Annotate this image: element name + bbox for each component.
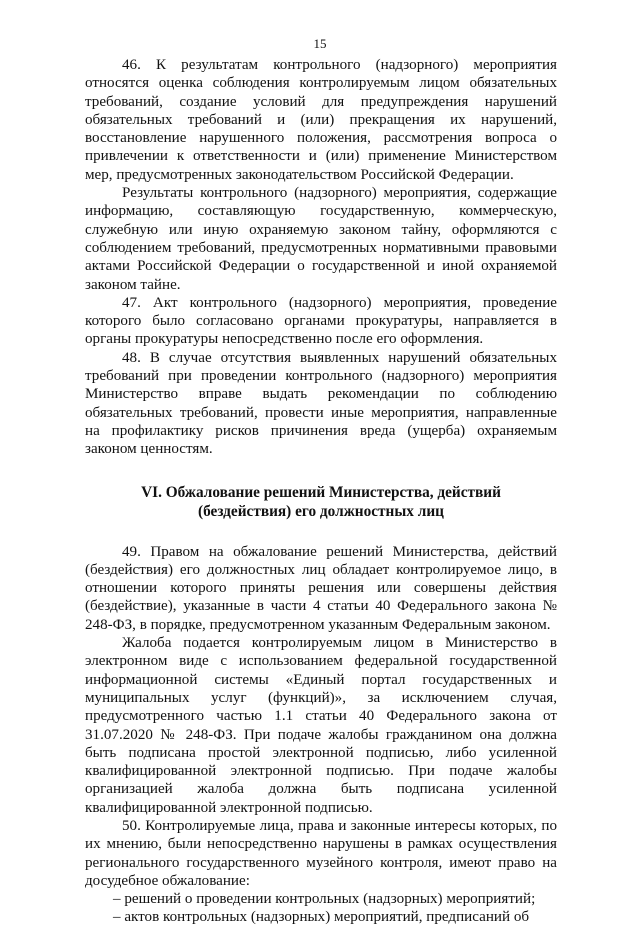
- paragraph-46: 46. К результатам контрольного (надзорного) мероприятия относятся оценка соблюдения контролируемым лицом обязательных требований, создание условий для предупреждения нарушений обязательных требований и (или) прекращения их нарушений, восстановление нарушенного положения, рассмотрения вопроса о привлечении к ответственности и (или) применение Министерством мер, предусмотренных законодательством Российской Федерации.: [85, 57, 557, 183]
- section-heading: [85, 483, 557, 521]
- paragraph-49: 49. Правом на обжалование решений Министерства, действий (бездействия) его должностных лиц обладает контролируемое лицо, в отношении которого приняты решения или совершены действия (бездействие), указанные в части 4 статьи 40 Федерального закона № 248-ФЗ, в порядке, предусмотренном указанным Федеральным законом.: [85, 543, 557, 633]
- page-number: 15: [313, 36, 327, 51]
- section-heading-line1: VI. Обжалование решений Министерства, действий: [141, 483, 501, 501]
- section-heading-line2: (бездействия) его должностных лиц: [197, 502, 444, 520]
- document-body: [85, 56, 557, 927]
- paragraph-48: 48. В случае отсутствия выявленных нарушений обязательных требований при проведении контрольного (надзорного) мероприятия Министерство вправе выдать рекомендации по соблюдению обязательных требований, провести иные мероприятия, направленные на профилактику рисков причинения вреда (ущерба) охраняемым законом ценностям.: [85, 349, 557, 458]
- paragraph-47: 47. Акт контрольного (надзорного) мероприятия, проведение которого было согласовано органами прокуратуры, направляется в органы прокуратуры непосредственно после его оформления.: [85, 294, 557, 348]
- list-item: – решений о проведении контрольных (надзорных) мероприятий;: [113, 891, 536, 908]
- paragraph-complaint: Жалоба подается контролируемым лицом в Министерство в электронном виде с использованием федеральной государственной информационной системы «Единый портал государственных и муниципальных услуг (функций)», за исключением случая, предусмотренного частью 1.1 статьи 40 Федерального закона от 31.07.2020 № 248-ФЗ. При подаче жалобы гражданином она должна быть подписана простой электронной подписью, либо усиленной квалифицированной электронной подписью. При подаче жалобы организацией жалоба должна быть подписана усиленной квалифицированной электронной подписью.: [85, 635, 557, 816]
- paragraph-results-confidential: Результаты контрольного (надзорного) мероприятия, содержащие информацию, составляющую государственную, коммерческую, служебную или иную охраняемую законом тайну, оформляются с соблюдением требований, предусмотренных нормативными правовыми актами Российской Федерации о государственной и иной охраняемой законом тайне.: [85, 185, 557, 293]
- paragraph-50: 50. Контролируемые лица, права и законные интересы которых, по их мнению, были непосредственно нарушены в рамках осуществления регионального государственного музейного контроля, имеют право на досудебное обжалование:: [85, 817, 557, 889]
- list-item: – актов контрольных (надзорных) мероприятий, предписаний об: [113, 909, 530, 926]
